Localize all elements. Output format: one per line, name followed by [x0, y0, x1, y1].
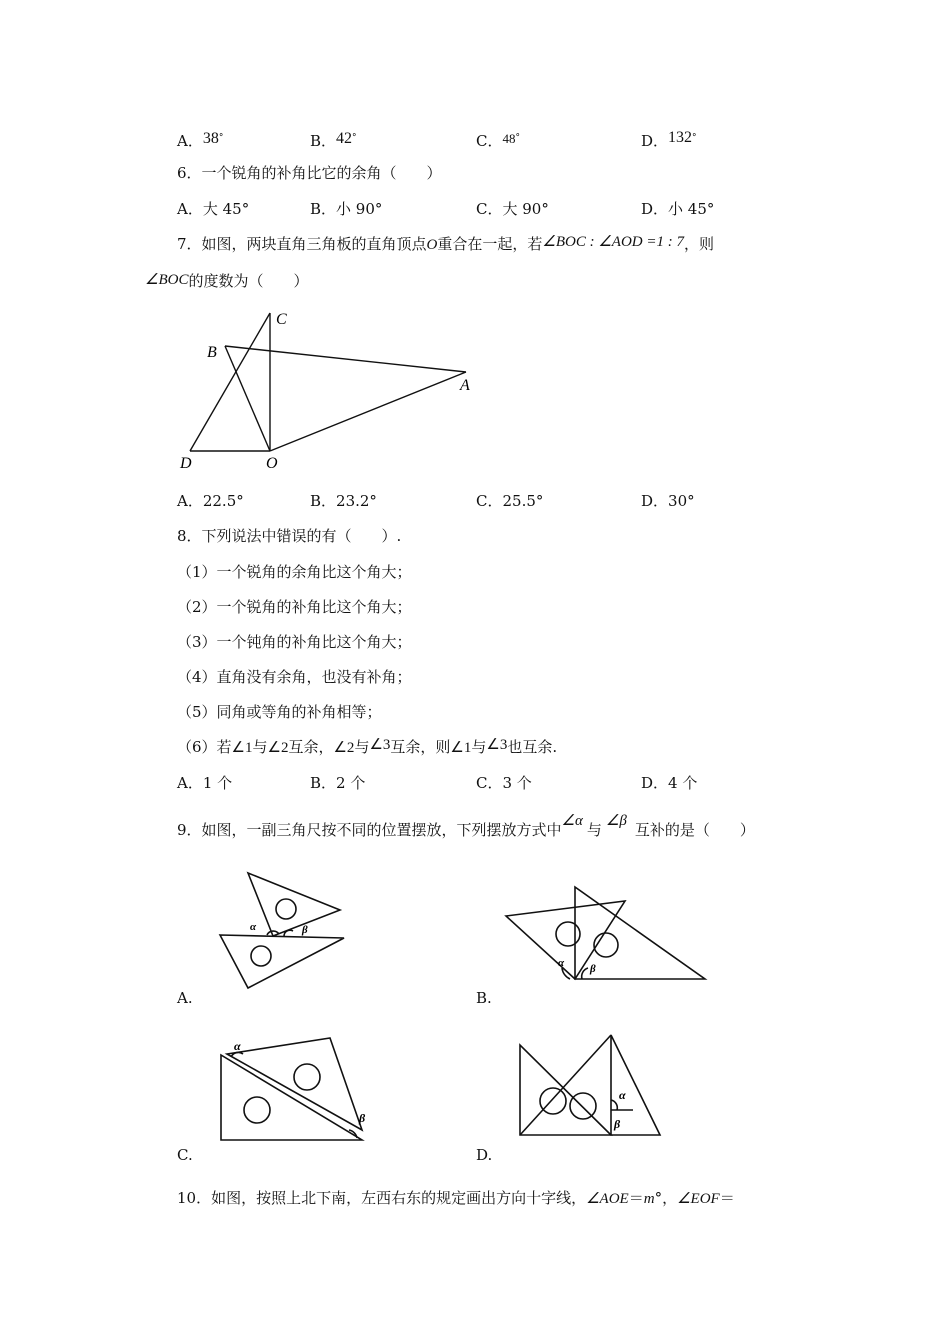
q9c-tilted-triangle — [227, 1038, 362, 1130]
q7-edge-dc — [190, 313, 270, 451]
q9c-bottom-hole — [244, 1097, 270, 1123]
q9b-alpha-label: α — [558, 957, 565, 969]
q9b-left-triangle — [506, 901, 625, 979]
q8-option-c[interactable]: C．3 个 — [476, 774, 532, 792]
q9-option-a[interactable]: A. — [177, 989, 193, 1007]
q7-option-a[interactable]: A．22.5° — [177, 492, 244, 510]
q9b-beta-arc — [582, 968, 588, 979]
q7-edge-ba — [225, 346, 466, 372]
q7-label-a: A — [460, 377, 470, 394]
q7-option-b[interactable]: B．23.2° — [310, 492, 377, 510]
q9-option-c[interactable]: C. — [177, 1146, 193, 1164]
q9a-top-triangle — [248, 873, 340, 936]
q9a-alpha-label: α — [250, 921, 257, 933]
q10-stem: 10．如图，按照上北下南，左西右东的规定画出方向十字线，∠AOE＝m°，∠EOF＝ — [177, 1189, 735, 1207]
q7-ratio: ∠BOC : ∠AOD =1 : 7 — [542, 234, 684, 250]
q7-edge-bo — [225, 346, 270, 451]
q7-option-c[interactable]: C．25.5° — [476, 492, 544, 510]
q5-option-a[interactable]: A．38° — [177, 130, 224, 150]
q8-statement-5: （5）同角或等角的补角相等； — [177, 703, 382, 721]
q6-option-d[interactable]: D．小 45° — [641, 200, 715, 218]
q9c-top-hole — [294, 1064, 320, 1090]
q9c-alpha-label: α — [234, 1039, 241, 1053]
q9-figure-c — [215, 1030, 375, 1145]
q8-statement-1: （1）一个锐角的余角比这个角大； — [177, 563, 412, 581]
q8-option-a[interactable]: A．1 个 — [177, 774, 233, 792]
q8-option-d[interactable]: D．4 个 — [641, 774, 698, 792]
q5-option-c[interactable]: C．48° — [476, 131, 520, 150]
q9d-alpha-arc — [611, 1100, 617, 1110]
q6-stem: 6．一个锐角的补角比它的余角（ ） — [177, 164, 442, 182]
q5-option-b[interactable]: B．42° — [310, 130, 357, 150]
q9d-left-triangle — [520, 1045, 611, 1135]
q9d-beta-label: β — [614, 1117, 621, 1131]
q7-label-o: O — [266, 455, 278, 472]
q9d-right-hole — [570, 1093, 596, 1119]
q7-stem-line2: ∠BOC的度数为（ ） — [145, 272, 309, 290]
q7-label-b: B — [207, 344, 217, 361]
q7-label-d: D — [180, 455, 192, 472]
q5-option-d[interactable]: D．132° — [641, 129, 697, 150]
q7-stem-line1: 7．如图，两块直角三角板的直角顶点O重合在一起，若∠BOC : ∠AOD =1 : 7，则 — [177, 234, 715, 253]
q6-option-c[interactable]: C．大 90° — [476, 200, 549, 218]
q7-figure — [170, 300, 490, 480]
q9d-alpha-label: α — [619, 1088, 626, 1102]
q7-edge-oa — [270, 372, 466, 451]
q9-figure-a — [215, 870, 350, 995]
q9-figure-d — [515, 1030, 665, 1140]
q9d-left-hole — [540, 1088, 566, 1114]
q7-option-d[interactable]: D．30° — [641, 492, 695, 510]
q9-option-d[interactable]: D. — [476, 1146, 493, 1164]
q9a-bottom-triangle — [220, 935, 344, 988]
q9a-beta-label: β — [302, 924, 308, 936]
q9b-beta-label: β — [590, 963, 596, 975]
q7-label-c: C — [276, 311, 287, 328]
q8-statement-6: （6）若∠1与∠2互余，∠2与∠3互余，则∠1与∠3也互余. — [177, 737, 558, 756]
q8-option-b[interactable]: B．2 个 — [310, 774, 366, 792]
q6-option-a[interactable]: A．大 45° — [177, 200, 250, 218]
q9a-top-hole — [276, 899, 296, 919]
q8-statement-2: （2）一个锐角的补角比这个角大； — [177, 598, 412, 616]
q9-option-b[interactable]: B. — [476, 989, 492, 1007]
q9-figure-b — [500, 882, 710, 982]
q6-option-b[interactable]: B．小 90° — [310, 200, 383, 218]
q8-statement-3: （3）一个钝角的补角比这个角大； — [177, 633, 412, 651]
q9d-crossing-edge — [520, 1035, 611, 1135]
q9a-bottom-hole — [251, 946, 271, 966]
q9c-beta-label: β — [359, 1111, 366, 1125]
q9-stem: 9．如图，一副三角尺按不同的位置摆放，下列摆放方式中∠α 与 ∠β 互补的是（ ） — [177, 813, 755, 839]
q8-stem: 8．下列说法中错误的有（ ）. — [177, 527, 402, 545]
q8-statement-4: （4）直角没有余角，也没有补角； — [177, 668, 412, 686]
q9b-left-hole — [556, 922, 580, 946]
